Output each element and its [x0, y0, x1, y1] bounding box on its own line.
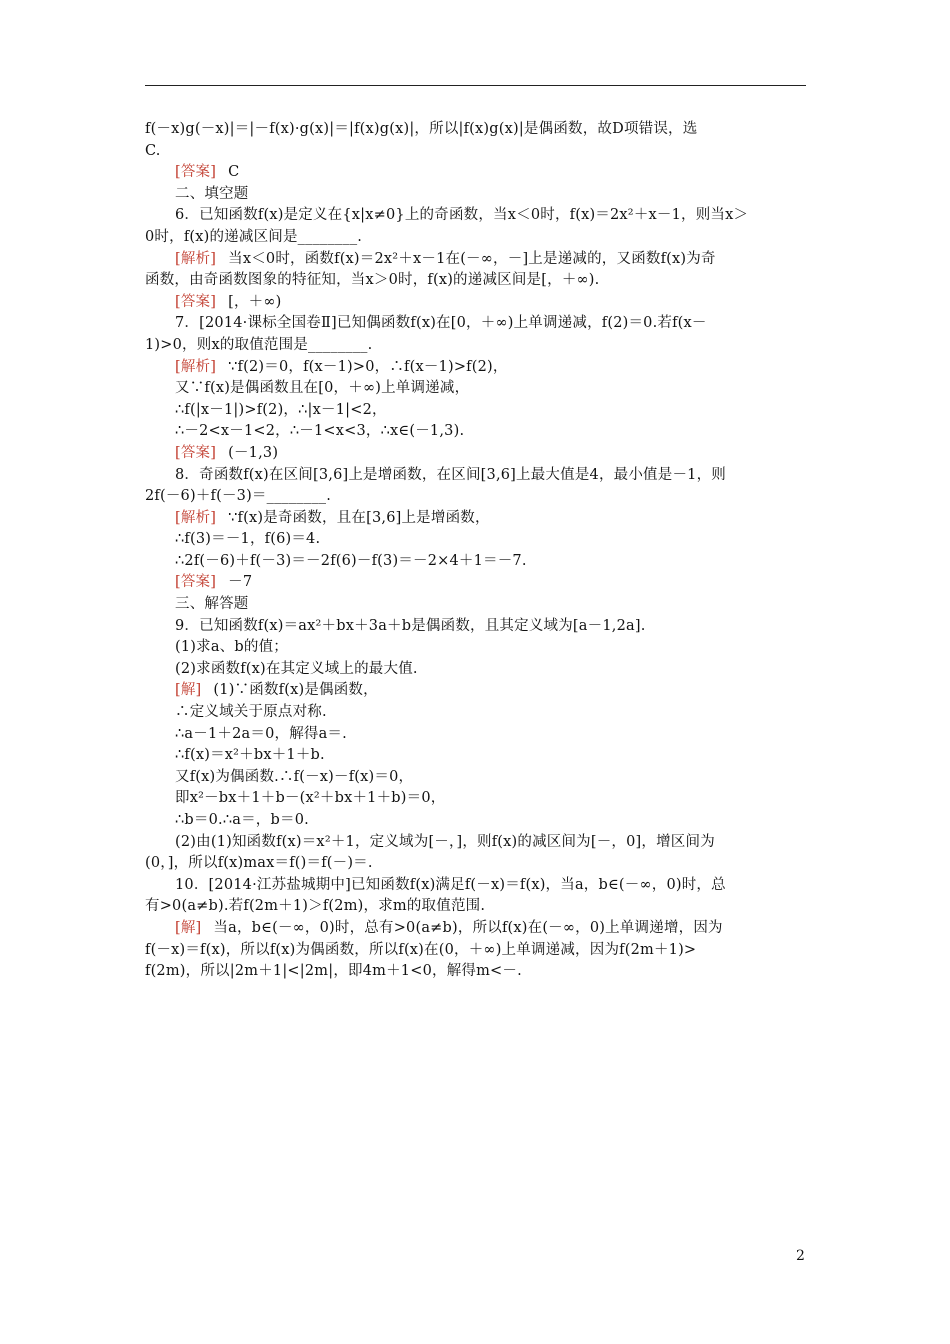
line-text: ∴定义域关于原点对称.	[175, 704, 327, 721]
section-tag: [答案]	[175, 164, 217, 181]
line-text: ∴－2<x－1<2，∴－1<x<3，∴x∈(－1,3).	[175, 423, 465, 440]
line-text: f(－x)g(－x)|＝|－f(x)·g(x)|＝|f(x)g(x)|，所以|f(x)g(x)|是偶函数，故D项错误，选	[145, 121, 698, 137]
text-line	[145, 486, 806, 508]
line-text: 有>0(a≠b).若f(2m＋1)＞f(2m)，求m的取值范围.	[145, 898, 486, 915]
text-line	[145, 249, 806, 271]
line-text: (0，]，所以f(x)max＝f()＝f(－)＝.	[145, 855, 373, 872]
text-line	[145, 465, 806, 487]
text-line	[145, 832, 806, 854]
section-tag: [解析]	[175, 509, 217, 526]
line-text: (2)求函数f(x)在其定义域上的最大值.	[175, 660, 418, 677]
line-text: ∴a－1＋2a＝0，解得a＝.	[175, 725, 347, 742]
text-line	[145, 141, 806, 163]
line-text: C	[228, 164, 240, 181]
text-line	[145, 400, 806, 422]
text-line	[145, 853, 806, 875]
line-text: ∴b＝0.∴a＝，b＝0.	[175, 812, 309, 828]
line-text: 三、解答题	[175, 596, 249, 613]
section-tag: [解]	[175, 682, 202, 699]
line-text: 又f(x)为偶函数.∴f(－x)－f(x)＝0，	[175, 768, 414, 785]
text-line	[145, 659, 806, 681]
document-body	[145, 119, 806, 983]
text-line	[145, 875, 806, 897]
line-text: 9．已知函数f(x)＝ax²＋bx＋3a＋b是偶函数，且其定义域为[a－1,2a].	[175, 617, 646, 634]
text-line	[145, 551, 806, 573]
text-line	[145, 810, 806, 832]
line-text: 2f(－6)＋f(－3)＝________.	[145, 488, 332, 505]
text-line	[145, 313, 806, 335]
text-line	[145, 227, 806, 249]
text-line	[145, 357, 806, 379]
text-line	[145, 378, 806, 400]
line-text: 8．奇函数f(x)在区间[3,6]上是增函数，在区间[3,6]上最大值是4，最小值是－1，则	[175, 466, 726, 483]
line-text: 二、填空题	[175, 185, 249, 202]
line-text: f(2m)，所以|2m＋1|<|2m|，即4m＋1<0，解得m<－.	[145, 963, 522, 980]
text-line	[145, 724, 806, 746]
line-text: ∵f(x)是奇函数，且在[3,6]上是增函数，	[228, 509, 490, 526]
line-text: ∴2f(－6)＋f(－3)＝－2f(6)－f(3)＝－2×4＋1＝－7.	[175, 552, 527, 569]
line-text: －7	[228, 574, 253, 591]
line-text: ∵f(2)＝0，f(x－1)>0，∴f(x－1)>f(2)，	[228, 358, 508, 375]
line-text: f(－x)＝f(x)，所以f(x)为偶函数，所以f(x)在(0，＋∞)上单调递减，因为f(2m＋1)>	[145, 941, 697, 958]
text-line	[145, 745, 806, 767]
section-tag: [解析]	[175, 250, 217, 267]
text-line	[145, 443, 806, 465]
line-text: 1)>0，则x的取值范围是________.	[145, 336, 373, 353]
text-line	[145, 896, 806, 918]
section-tag: [解析]	[175, 358, 217, 375]
line-text: 0时，f(x)的递减区间是________.	[145, 228, 363, 245]
text-line	[145, 702, 806, 724]
text-line	[145, 788, 806, 810]
line-text: ∴f(x)＝x²＋bx＋1＋b.	[175, 747, 325, 764]
line-text: (1)求a、b的值；	[175, 639, 288, 656]
line-text: 当x＜0时，函数f(x)＝2x²＋x－1在(－∞，－]上是递减的，又函数f(x)为奇	[228, 250, 716, 267]
line-text: ∴f(3)＝－1，f(6)＝4.	[175, 531, 321, 548]
page-number: 2	[796, 1248, 805, 1264]
line-text: 7．[2014·课标全国卷Ⅱ]已知偶函数f(x)在[0，＋∞)上单调递减，f(2)＝0.若f(x－	[175, 315, 707, 332]
line-text: [，＋∞)	[228, 293, 282, 310]
line-text: C.	[145, 142, 161, 159]
section-tag: [答案]	[175, 293, 217, 310]
line-text: 6．已知函数f(x)是定义在{x|x≠0}上的奇函数，当x＜0时，f(x)＝2x²＋x－1，则当x＞	[175, 207, 749, 224]
line-text: (1)∵函数f(x)是偶函数，	[213, 682, 378, 699]
text-line	[145, 162, 806, 184]
text-line	[145, 335, 806, 357]
text-line	[145, 594, 806, 616]
header-rule	[145, 85, 806, 86]
text-line	[145, 616, 806, 638]
line-text: (－1,3)	[228, 444, 279, 461]
line-text: 即x²－bx＋1＋b－(x²＋bx＋1＋b)＝0，	[175, 790, 446, 807]
text-line	[145, 529, 806, 551]
text-line	[145, 119, 806, 141]
section-tag: [解]	[175, 919, 202, 936]
text-line	[145, 572, 806, 594]
text-line	[145, 940, 806, 962]
line-text: 又∵f(x)是偶函数且在[0，＋∞)上单调递减，	[175, 380, 470, 397]
text-line	[145, 292, 806, 314]
text-line	[145, 767, 806, 789]
text-line	[145, 205, 806, 227]
line-text: (2)由(1)知函数f(x)＝x²＋1，定义域为[－，]，则f(x)的减区间为[－，0]，增区间为	[175, 833, 715, 850]
text-line	[145, 421, 806, 443]
text-line	[145, 637, 806, 659]
text-line	[145, 680, 806, 702]
text-line	[145, 961, 806, 983]
text-line	[145, 918, 806, 940]
line-text: 10．[2014·江苏盐城期中]已知函数f(x)满足f(－x)＝f(x)，当a，b∈(－∞，0)时，总	[175, 876, 726, 893]
text-line	[145, 184, 806, 206]
section-tag: [答案]	[175, 574, 217, 591]
line-text: 函数，由奇函数图象的特征知，当x＞0时，f(x)的递减区间是[，＋∞).	[145, 272, 600, 289]
text-line	[145, 270, 806, 292]
section-tag: [答案]	[175, 444, 217, 461]
text-line	[145, 508, 806, 530]
line-text: ∴f(|x－1|)>f(2)，∴|x－1|<2，	[175, 401, 387, 418]
line-text: 当a，b∈(－∞，0)时，总有>0(a≠b)，所以f(x)在(－∞，0)上单调递增，因为	[213, 919, 723, 936]
